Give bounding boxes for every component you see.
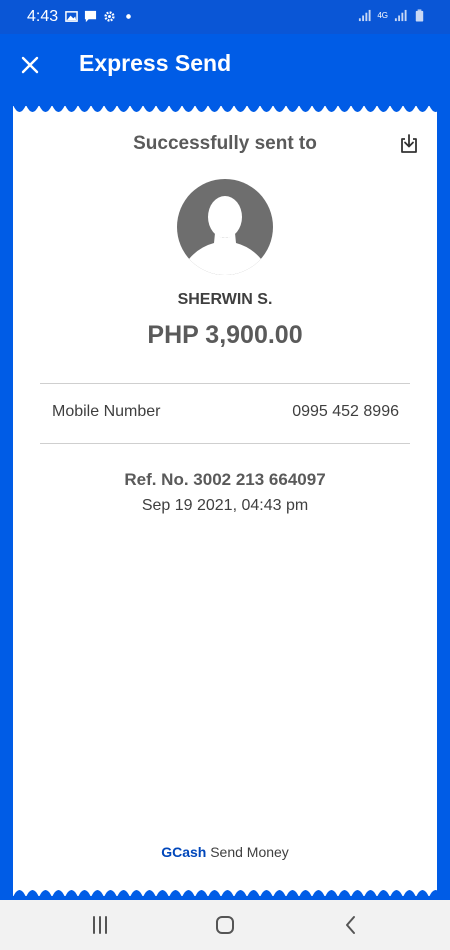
receipt-card <box>13 106 437 896</box>
app-header <box>0 34 450 96</box>
gear-icon <box>103 10 116 23</box>
status-icons-left <box>65 10 135 23</box>
signal-icon <box>394 9 407 22</box>
amount: PHP 3,900.00 <box>147 321 303 349</box>
page-title: Express Send <box>79 50 232 76</box>
download-icon[interactable] <box>398 133 420 155</box>
message-icon <box>84 10 97 23</box>
footer-text: Send Money <box>210 844 289 860</box>
recipient-name: SHERWIN S. <box>177 291 273 308</box>
reference-number: Ref. No. 3002 213 664097 <box>124 470 326 489</box>
mobile-number-value: 0995 452 8996 <box>292 403 399 420</box>
battery-icon <box>413 9 426 22</box>
gcash-logo: GCash <box>161 844 207 860</box>
avatar <box>177 179 273 275</box>
mobile-number-label: Mobile Number <box>52 403 161 420</box>
dot-icon <box>122 10 135 23</box>
system-nav-bar <box>0 900 450 950</box>
receipt-edge-top <box>13 105 437 117</box>
status-icons-right <box>358 9 426 22</box>
status-time: 4:43 <box>27 8 59 25</box>
divider <box>40 443 410 444</box>
close-icon[interactable] <box>18 53 42 77</box>
back-icon[interactable] <box>338 912 364 938</box>
status-bar <box>0 0 450 34</box>
sent-heading: Successfully sent to <box>133 133 317 154</box>
image-icon <box>65 10 78 23</box>
signal-icon <box>358 9 371 22</box>
receipt-edge-bottom <box>13 885 437 897</box>
divider <box>40 383 410 384</box>
recent-apps-icon[interactable] <box>87 912 113 938</box>
4g-icon: 4G <box>377 10 388 20</box>
user-icon <box>177 179 273 275</box>
home-icon[interactable] <box>212 912 238 938</box>
footer-brand <box>13 844 437 860</box>
transaction-timestamp: Sep 19 2021, 04:43 pm <box>141 497 309 514</box>
